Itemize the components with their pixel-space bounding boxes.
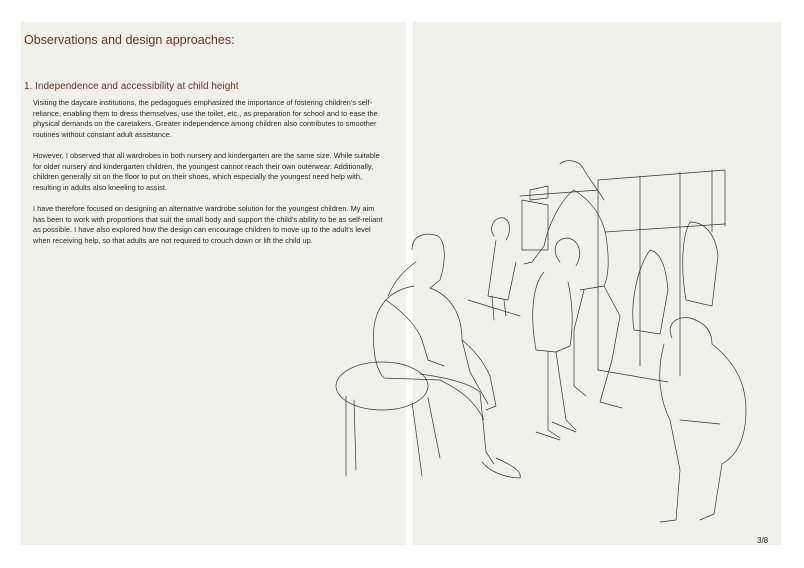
paragraph-3: I have therefore focused on designing an alternative wardrobe solution for the youngest children. My aim has been to work with proportions that suit the small body and support the child’s ability to be as self-reliant as possible. I have also explored how the design can encourage children to move up to the adult’s level when receiving help, so that adults are not required to crouch down or lift the child up.	[33, 203, 383, 245]
wardrobe-drawing	[468, 170, 725, 382]
standing-adult-drawing	[524, 161, 622, 408]
section-heading: 1. Independence and accessibility at child height	[24, 81, 239, 92]
child-small-drawing	[488, 218, 516, 320]
hanging-coats-drawing	[633, 222, 718, 334]
seated-adult-drawing	[373, 234, 520, 478]
page-title: Observations and design approaches:	[24, 33, 235, 47]
paragraph-1: Visiting the daycare institutions, the pedagogues emphasized the importance of fostering children’s self-reliance, enabling them to dress themselves, use the toilet, etc., as preparation for school and to ease the physical demands on the caretakers. Greater independence among children also contributes to smoother routines without constant adult assistance.	[33, 98, 378, 139]
child-girl-drawing	[533, 238, 580, 440]
child-right-drawing	[660, 318, 746, 522]
page-number: 3/8	[757, 536, 769, 545]
paragraph-2: However, I observed that all wardrobes in both nursery and kindergarten are the same size. While suitable for older nursery and kindergarten children, the youngest cannot reach their own outerwear. Additionally, children generally sit on the floor to put on their shoes, which especially the youngest need help with, resulting in adults also kneeling to assist.	[33, 150, 380, 192]
